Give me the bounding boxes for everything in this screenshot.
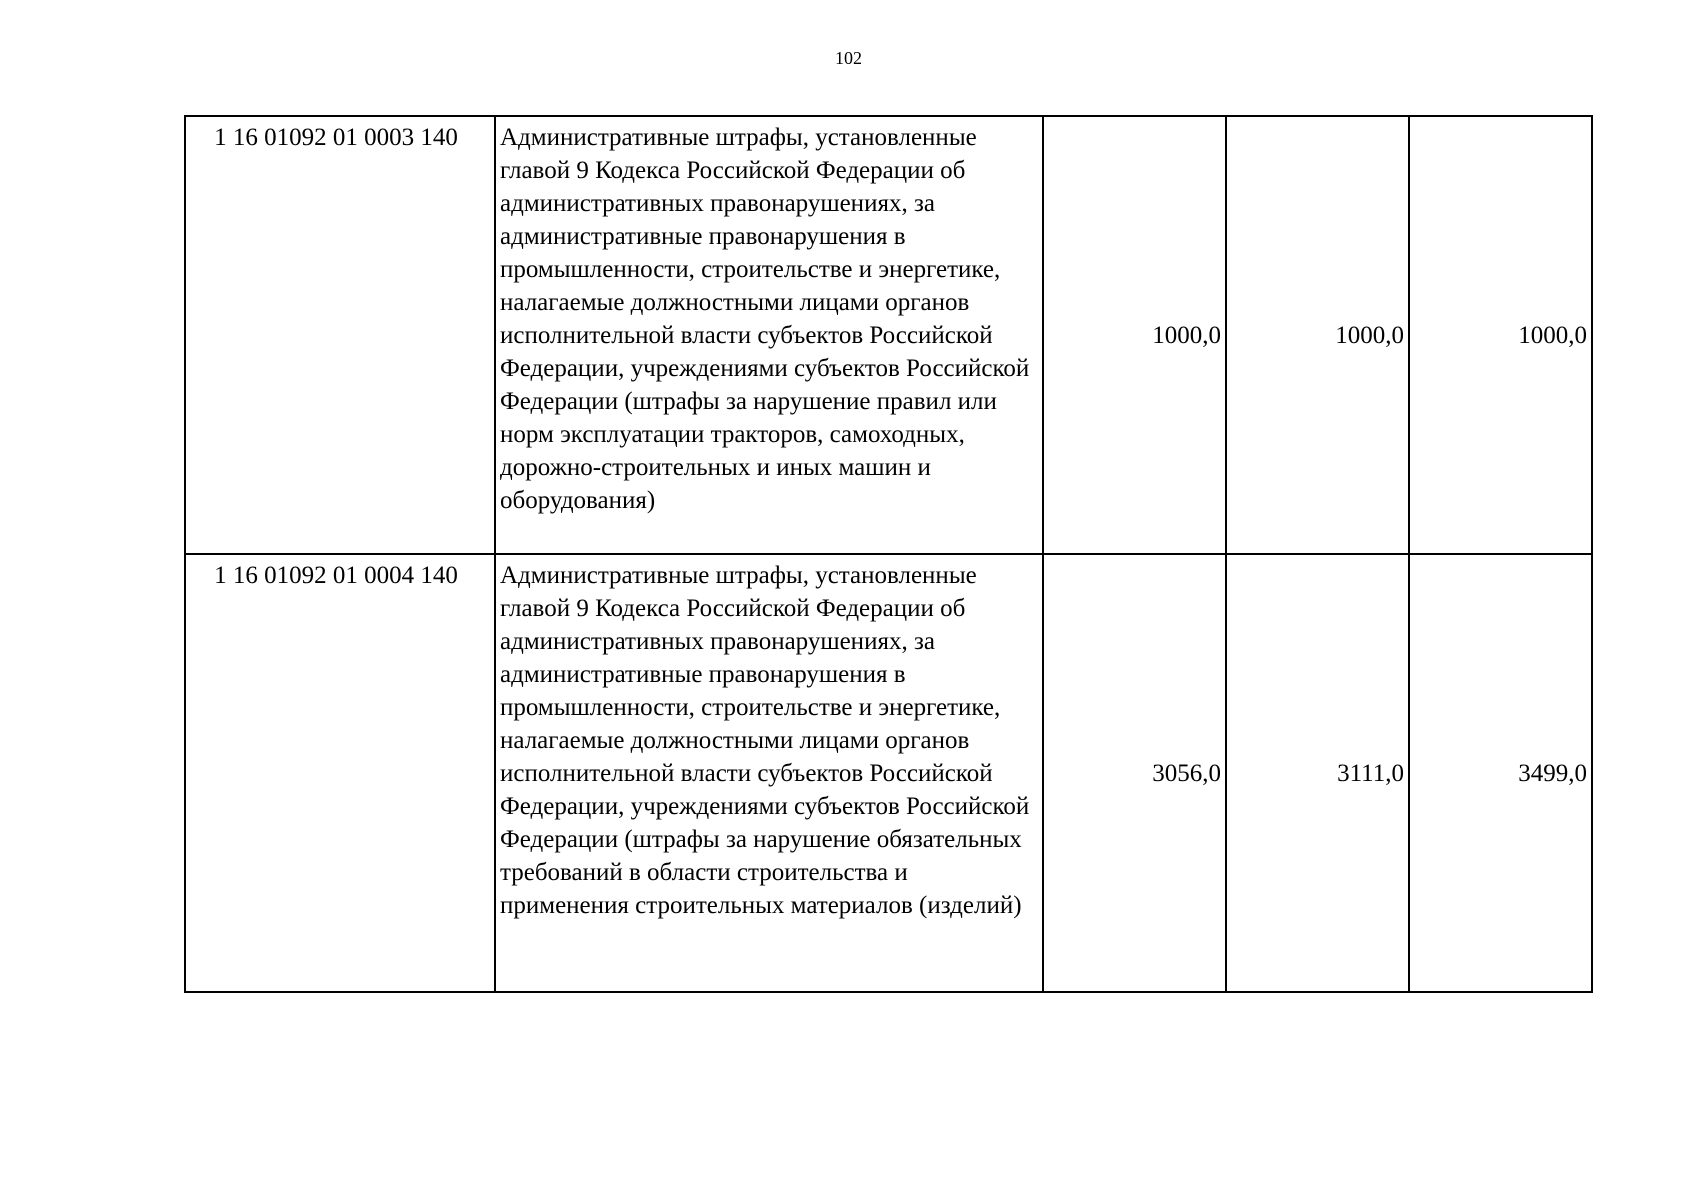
value-cell-year-2: 3111,0: [1226, 554, 1409, 992]
value-cell-year-2: 1000,0: [1226, 116, 1409, 554]
description-text: Административные штрафы, установленные главой 9 Кодекса Российской Федерации об административных правонарушениях, за административные правонарушения в промышленности, строительстве и энергетике, налагаемые должностными лицами органов исполнительной власти субъектов Российской Федерации, учреждениями субъектов Российской Федерации (штрафы за нарушение правил или норм эксплуатации тракторов, самоходных, дорожно-строительных и иных машин и оборудования): [500, 124, 1030, 514]
budget-code-cell: 1 16 01092 01 0003 140: [185, 116, 495, 554]
value-cell-year-1: 1000,0: [1043, 116, 1226, 554]
table-row: [185, 116, 1592, 554]
page-number: 102: [835, 48, 862, 68]
value-cell-year-3: 1000,0: [1409, 116, 1592, 554]
description-cell: [495, 554, 1043, 992]
table-row: [185, 554, 1592, 992]
value-cell-year-1: 3056,0: [1043, 554, 1226, 992]
revenue-table: [184, 115, 1593, 993]
description-cell: [495, 116, 1043, 554]
description-text: Административные штрафы, установленные главой 9 Кодекса Российской Федерации об административных правонарушениях, за административные правонарушения в промышленности, строительстве и энергетике, налагаемые должностными лицами органов исполнительной власти субъектов Российской Федерации, учреждениями субъектов Российской Федерации (штрафы за нарушение обязательных требований в области строительства и применения строительных материалов (изделий): [500, 562, 1030, 919]
value-cell-year-3: 3499,0: [1409, 554, 1592, 992]
budget-code-cell: 1 16 01092 01 0004 140: [185, 554, 495, 992]
